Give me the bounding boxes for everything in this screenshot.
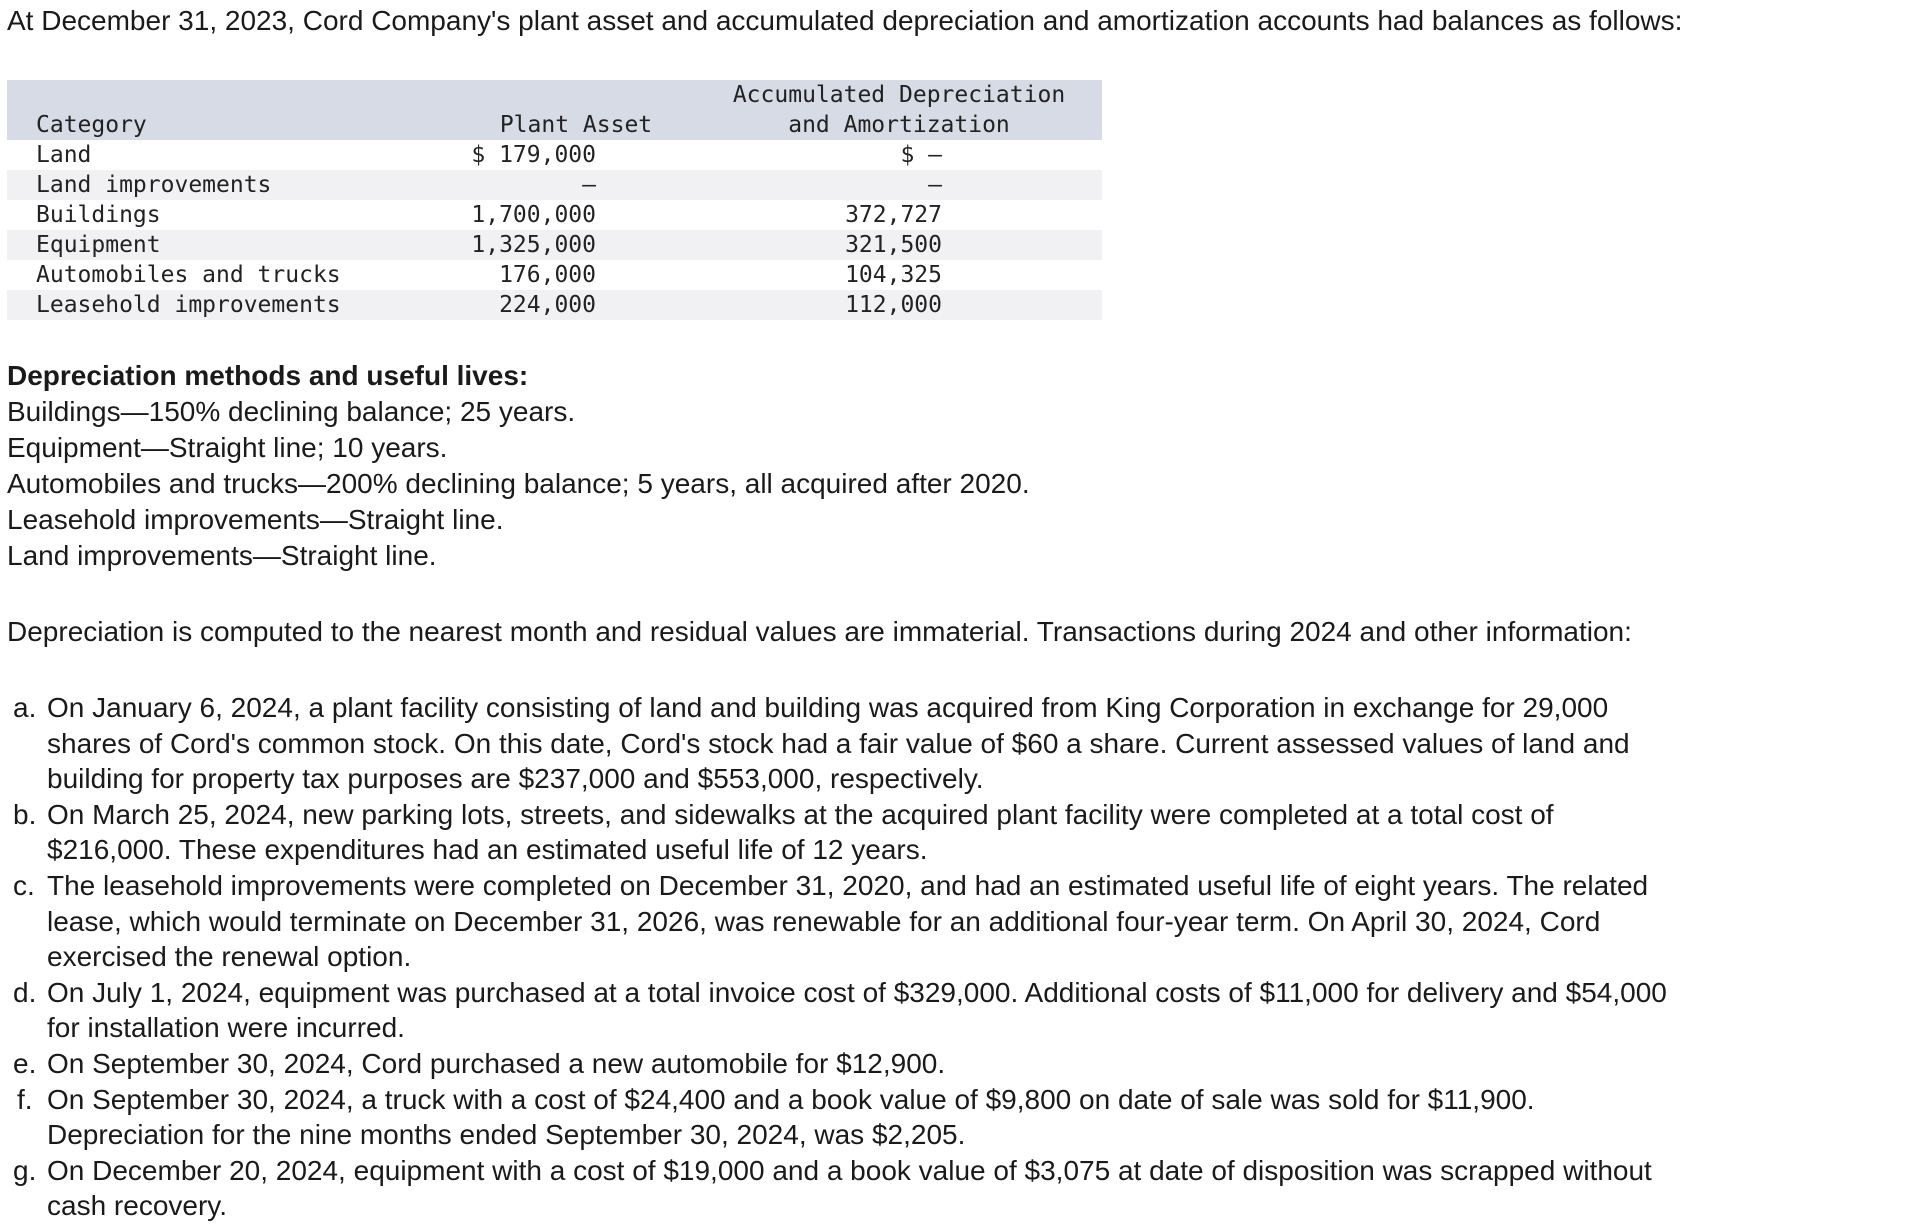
table-row <box>7 140 1102 170</box>
transactions-intro: Depreciation is computed to the nearest month and residual values are immaterial. Transactions during 2024 and other information: <box>7 616 1632 647</box>
item-line: for installation were incurred. <box>47 1012 405 1044</box>
item-line: Depreciation for the nine months ended September 30, 2024, was $2,205. <box>47 1119 966 1151</box>
item-letter: e. <box>13 1047 37 1079</box>
row-plant-asset: 1,700,000 <box>471 202 596 228</box>
item-line: On December 20, 2024, equipment with a cost of $19,000 and a book value of $3,075 at date of disposition was scrapped without <box>47 1154 1652 1186</box>
item-letter: f. <box>17 1083 33 1115</box>
row-accumulated: 321,500 <box>845 232 942 258</box>
method-line: Land improvements—Straight line. <box>7 540 437 571</box>
item-line: On January 6, 2024, a plant facility consisting of land and building was acquired from King Corporation in exchange for 29,000 <box>47 692 1609 723</box>
row-category: Leasehold improvements <box>36 292 341 318</box>
row-accumulated: — <box>928 172 942 198</box>
item-line: lease, which would terminate on December 31, 2026, was renewable for an additional four-year term. On April 30, 2024, Cord <box>47 905 1601 937</box>
row-plant-asset: 224,000 <box>499 292 596 318</box>
table-row <box>7 230 1102 260</box>
item-letter: d. <box>13 976 37 1008</box>
item-line: The leasehold improvements were completed on December 31, 2020, and had an estimated useful life of eight years. The related <box>47 869 1649 901</box>
header-accumulated <box>696 80 1102 140</box>
method-line: Buildings—150% declining balance; 25 years. <box>7 396 576 427</box>
item-letter: g. <box>13 1154 37 1186</box>
item-line: $216,000. These expenditures had an estimated useful life of 12 years. <box>47 834 928 866</box>
list-item <box>7 797 1913 868</box>
item-letter: c. <box>13 869 35 901</box>
depreciation-methods <box>7 358 1030 574</box>
header-accumulated-line1: Accumulated Depreciation <box>732 82 1066 108</box>
row-accumulated: 112,000 <box>845 292 942 318</box>
table-header-row <box>7 80 1102 140</box>
row-accumulated: 372,727 <box>845 202 942 228</box>
header-plant-asset: Plant Asset <box>499 112 653 138</box>
item-line: cash recovery. <box>47 1190 227 1222</box>
table-row <box>7 260 1102 290</box>
row-category: Automobiles and trucks <box>36 262 341 288</box>
item-line: On September 30, 2024, Cord purchased a new automobile for $12,900. <box>47 1047 946 1079</box>
item-line: On September 30, 2024, a truck with a cost of $24,400 and a book value of $9,800 on date of sale was sold for $11,900. <box>47 1083 1535 1115</box>
table-row <box>7 200 1102 230</box>
table-row <box>7 290 1102 320</box>
row-category: Land <box>36 142 92 168</box>
row-category: Equipment <box>36 232 161 258</box>
method-line: Automobiles and trucks—200% declining balance; 5 years, all acquired after 2020. <box>7 468 1030 499</box>
row-category: Land improvements <box>36 172 272 198</box>
list-item <box>7 975 1913 1046</box>
item-line: shares of Cord's common stock. On this date, Cord's stock had a fair value of $60 a share. Current assessed values of land and <box>47 727 1630 759</box>
method-line: Equipment—Straight line; 10 years. <box>7 432 448 463</box>
item-line: exercised the renewal option. <box>47 941 412 973</box>
intro-text: At December 31, 2023, Cord Company's plant asset and accumulated depreciation and amortization accounts had balances as follows: <box>7 5 1683 36</box>
list-item <box>7 868 1913 975</box>
row-plant-asset: 176,000 <box>499 262 596 288</box>
item-line: building for property tax purposes are $237,000 and $553,000, respectively. <box>47 763 984 795</box>
item-letter: b. <box>13 798 37 830</box>
item-line: On March 25, 2024, new parking lots, streets, and sidewalks at the acquired plant facility were completed at a total cost of <box>47 798 1554 830</box>
balances-table <box>7 80 1102 320</box>
table-row <box>7 170 1102 200</box>
row-plant-asset: 1,325,000 <box>471 232 596 258</box>
row-category: Buildings <box>36 202 161 228</box>
list-item <box>7 1082 1913 1153</box>
header-category: Category <box>36 112 147 138</box>
row-accumulated: $ — <box>900 142 942 168</box>
list-item <box>7 1046 1913 1082</box>
row-plant-asset: — <box>582 172 596 198</box>
method-line: Leasehold improvements—Straight line. <box>7 504 504 535</box>
header-accumulated-line2: and Amortization <box>788 112 1010 138</box>
item-line: On July 1, 2024, equipment was purchased at a total invoice cost of $329,000. Additional costs of $11,000 for delivery and $54,000 <box>47 976 1667 1008</box>
list-item <box>7 1153 1913 1224</box>
list-item <box>7 690 1913 797</box>
transactions-list <box>7 690 1913 1224</box>
row-plant-asset: $ 179,000 <box>471 142 596 168</box>
item-letter: a. <box>13 692 37 723</box>
row-accumulated: 104,325 <box>845 262 942 288</box>
methods-heading: Depreciation methods and useful lives: <box>7 360 529 391</box>
